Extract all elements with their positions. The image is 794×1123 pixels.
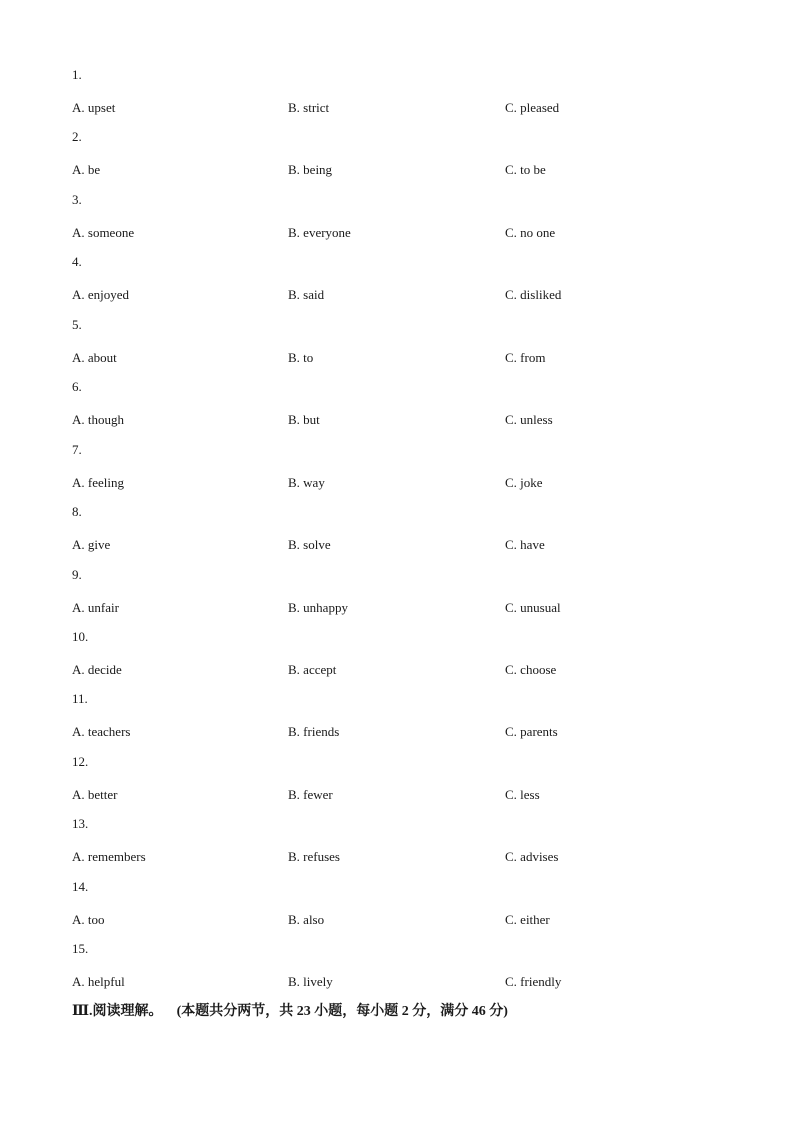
question-item xyxy=(72,565,732,627)
question-number: 11. xyxy=(72,691,88,707)
question-number: 15. xyxy=(72,941,89,957)
option-c: C. unusual xyxy=(505,599,561,615)
option-a: A. remembers xyxy=(72,849,146,865)
option-c: C. have xyxy=(505,537,545,553)
option-b: B. unhappy xyxy=(288,599,348,615)
question-item xyxy=(72,814,732,876)
option-a: A. enjoyed xyxy=(72,287,130,303)
option-b: B. but xyxy=(288,412,320,428)
option-b: B. to xyxy=(288,349,314,365)
question-number: 6. xyxy=(72,379,82,395)
option-c: C. less xyxy=(505,786,540,802)
section-heading xyxy=(72,1002,508,1022)
option-b: B. lively xyxy=(288,974,333,990)
question-item xyxy=(72,689,732,751)
option-a: A. decide xyxy=(72,661,122,677)
option-a: A. give xyxy=(72,537,111,553)
question-item xyxy=(72,877,732,939)
question-list xyxy=(72,65,732,1002)
question-item xyxy=(72,127,732,189)
option-c: C. disliked xyxy=(505,287,562,303)
option-b: B. said xyxy=(288,287,325,303)
question-item xyxy=(72,315,732,377)
option-b: B. strict xyxy=(288,100,330,115)
section-note: (本题共分两节，共 23 小题，每小题 2 分，满分 46 分) xyxy=(176,1004,508,1019)
option-a: A. helpful xyxy=(72,974,125,990)
question-number: 12. xyxy=(72,753,89,769)
question-item xyxy=(72,440,732,502)
option-c: C. advises xyxy=(505,849,559,865)
option-c: C. friendly xyxy=(505,974,562,990)
option-a: A. feeling xyxy=(72,474,124,490)
option-a: A. teachers xyxy=(72,724,131,740)
option-b: B. accept xyxy=(288,661,337,677)
option-c: C. choose xyxy=(505,661,557,677)
question-item xyxy=(72,252,732,314)
question-number: 4. xyxy=(72,254,82,270)
option-c: C. either xyxy=(505,911,550,927)
question-number: 1. xyxy=(72,67,82,82)
option-c: C. parents xyxy=(505,724,558,740)
question-number: 5. xyxy=(72,316,82,332)
section-title: Ⅲ.阅读理解。 xyxy=(72,1004,163,1019)
option-b: B. everyone xyxy=(288,224,351,240)
option-c: C. unless xyxy=(505,412,553,428)
option-a: A. though xyxy=(72,412,124,428)
question-item xyxy=(72,190,732,252)
question-number: 8. xyxy=(72,504,82,520)
option-c: C. pleased xyxy=(505,100,560,115)
question-number: 14. xyxy=(72,878,89,894)
option-a: A. upset xyxy=(72,100,116,115)
question-number: 13. xyxy=(72,816,89,832)
question-number: 2. xyxy=(72,129,82,145)
option-b: B. being xyxy=(288,162,333,178)
option-c: C. joke xyxy=(505,474,543,490)
question-item xyxy=(72,377,732,439)
option-a: A. about xyxy=(72,349,117,365)
question-item xyxy=(72,65,732,127)
option-a: A. better xyxy=(72,786,118,802)
option-b: B. fewer xyxy=(288,786,333,802)
option-c: C. no one xyxy=(505,224,556,240)
option-a: A. unfair xyxy=(72,599,119,615)
question-number: 9. xyxy=(72,566,82,582)
option-a: A. someone xyxy=(72,224,135,240)
question-item xyxy=(72,752,732,814)
option-a: A. too xyxy=(72,911,105,927)
question-number: 3. xyxy=(72,191,82,207)
option-b: B. refuses xyxy=(288,849,340,865)
option-b: B. solve xyxy=(288,537,331,553)
question-item xyxy=(72,627,732,689)
question-item xyxy=(72,502,732,564)
option-b: B. also xyxy=(288,911,325,927)
option-b: B. way xyxy=(288,474,325,490)
option-a: A. be xyxy=(72,162,101,178)
question-number: 7. xyxy=(72,441,82,457)
question-item xyxy=(72,939,732,1001)
option-c: C. to be xyxy=(505,162,546,178)
option-c: C. from xyxy=(505,349,546,365)
option-b: B. friends xyxy=(288,724,340,740)
question-number: 10. xyxy=(72,628,89,644)
